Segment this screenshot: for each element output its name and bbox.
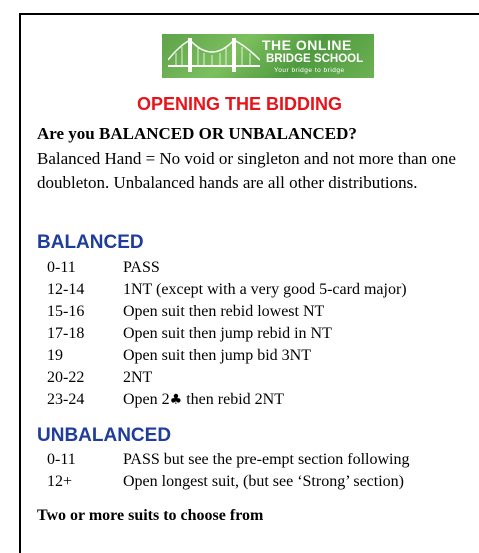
table-row <box>0 259 479 281</box>
points-range: 12+ <box>47 473 73 490</box>
bid-action: Open suit then jump bid 3NT <box>123 347 311 364</box>
online-bridge-school-logo <box>162 34 374 78</box>
club-suit-icon: ♣ <box>169 392 183 408</box>
bid-action: PASS but see the pre-empt section following <box>123 451 410 468</box>
bid-action: Open suit then jump rebid in NT <box>123 325 332 342</box>
table-row <box>0 303 479 325</box>
section-heading-two-suits: Two or more suits to choose from <box>37 507 264 524</box>
section-heading-balanced: BALANCED <box>37 232 144 253</box>
bid-action-suffix: then rebid 2NT <box>182 391 284 408</box>
points-range: 12-14 <box>47 281 85 298</box>
golden-gate-bridge-icon <box>168 36 260 76</box>
page-title: OPENING THE BIDDING <box>136 94 342 114</box>
bid-action: 1NT (except with a very good 5-card major) <box>123 281 407 298</box>
table-row <box>0 473 479 495</box>
logo-tagline: Your bridge to bridge <box>274 67 345 74</box>
points-range: 19 <box>47 347 63 364</box>
balanced-question: Are you BALANCED OR UNBALANCED? <box>37 124 357 143</box>
logo-title-line2: BRIDGE SCHOOL <box>266 53 364 65</box>
table-row <box>0 281 479 303</box>
bid-action <box>123 391 284 409</box>
points-range: 15-16 <box>47 303 85 320</box>
bid-action: Open longest suit, (but see ‘Strong’ section) <box>123 473 404 490</box>
points-range: 0-11 <box>47 259 76 276</box>
table-row <box>0 347 479 369</box>
logo-title-line1: THE ONLINE <box>262 37 352 53</box>
table-row <box>0 391 479 413</box>
points-range: 0-11 <box>47 451 76 468</box>
points-range: 20-22 <box>47 369 85 386</box>
bid-action: PASS <box>123 259 160 276</box>
section-heading-unbalanced: UNBALANCED <box>37 425 172 446</box>
bid-action: 2NT <box>123 369 153 386</box>
balanced-definition-paragraph: Balanced Hand = No void or singleton and not more than one doubleton. Unbalanced hands are all other distributions. <box>37 149 456 192</box>
table-row <box>0 369 479 391</box>
table-row <box>0 451 479 473</box>
points-range: 17-18 <box>47 325 85 342</box>
points-range: 23-24 <box>47 391 85 408</box>
bid-action: Open suit then rebid lowest NT <box>123 303 325 320</box>
bid-action-prefix: Open 2 <box>123 391 170 408</box>
table-row <box>0 325 479 347</box>
